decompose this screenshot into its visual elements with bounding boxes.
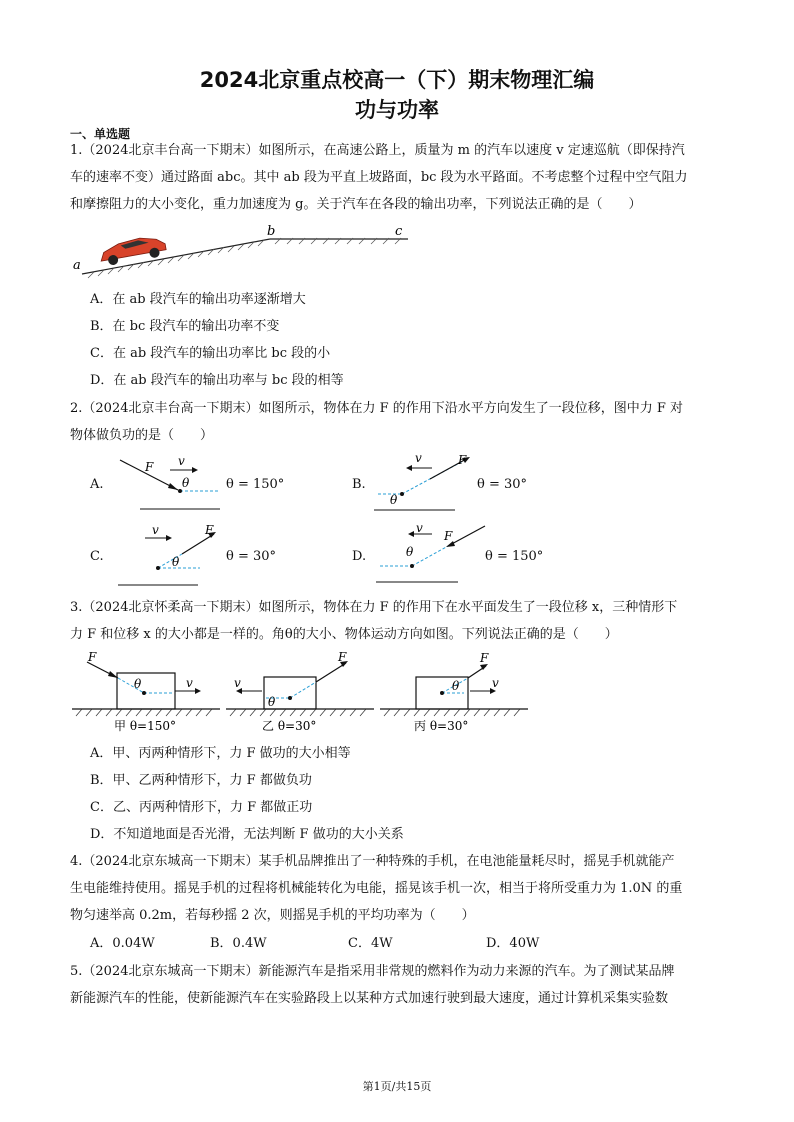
q3-fig-jia [72, 648, 222, 736]
q2-text-line: 2.（2024北京丰台高一下期末）如图所示，物体在力 F 的作用下沿水平方向发生了一段位移，图中力 F 对 [70, 401, 684, 416]
q2-fig-c-value: θ = 30° [226, 549, 277, 564]
q2-fig-b-letter: B. [352, 477, 366, 492]
q2-fig-b [370, 452, 480, 514]
q2-fig-b-value: θ = 30° [477, 477, 528, 492]
velocity-label: v [234, 676, 241, 690]
fig-caption: 乙 θ=30° [262, 719, 317, 733]
angle-label: θ [182, 476, 190, 490]
q1-option-b: B．在 bc 段汽车的输出功率不变 [90, 319, 280, 334]
velocity-label: v [416, 522, 423, 535]
fig-caption: 甲 θ=150° [114, 719, 176, 733]
q4-text-line: 4.（2024北京东城高一下期末）某手机品牌推出了一种特殊的手机，在电池能量耗尽时，摇晃手机就能产 [70, 854, 675, 869]
q1-option-c: C．在 ab 段汽车的输出功率比 bc 段的小 [90, 346, 331, 361]
q3-fig-yi [226, 648, 376, 736]
force-label: F [480, 651, 489, 665]
force-label: F [444, 529, 453, 543]
q3-fig-bing [380, 648, 530, 736]
car-icon [98, 234, 167, 267]
force-label: F [458, 453, 467, 467]
q4-text-line: 生电能维持使用。摇晃手机的过程将机械能转化为电能，摇晃该手机一次，相当于将所受重力为 1.0N 的重 [70, 881, 683, 896]
force-label: F [145, 460, 154, 474]
angle-label: θ [268, 695, 276, 709]
q3-option-c: C．乙、丙两种情形下，力 F 都做正功 [90, 800, 313, 815]
q2-fig-a-letter: A. [90, 477, 104, 492]
q4-option-c: C．4W [348, 936, 393, 951]
page-title: 2024北京重点校高一（下）期末物理汇编 [199, 68, 595, 92]
q2-fig-a-value: θ = 150° [226, 477, 285, 492]
label-a: a [73, 258, 81, 273]
angle-label: θ [172, 555, 180, 569]
q1-text-line: 1.（2024北京丰台高一下期末）如图所示，在高速公路上，质量为 m 的汽车以速度 v 定速巡航（即保持汽 [70, 143, 685, 158]
force-label: F [338, 650, 347, 664]
q1-text-line: 和摩擦阻力的大小变化，重力加速度为 g。关于汽车在各段的输出功率，下列说法正确的是（ ） [70, 197, 642, 212]
q3-text-line: 力 F 和位移 x 的大小都是一样的。角θ的大小、物体运动方向如图。下列说法正确的是（ ） [70, 627, 618, 642]
q1-option-d: D．在 ab 段汽车的输出功率与 bc 段的相等 [90, 373, 344, 388]
velocity-label: v [186, 676, 193, 690]
q5-text-line: 5.（2024北京东城高一下期末）新能源汽车是指采用非常规的燃料作为动力来源的汽车。为了测试某品牌 [70, 964, 675, 979]
q4-option-d: D．40W [486, 936, 540, 951]
q4-option-b: B．0.4W [210, 936, 267, 951]
label-b: b [267, 224, 276, 239]
q2-fig-d-letter: D. [352, 549, 367, 564]
angle-label: θ [452, 679, 460, 693]
q2-text-line: 物体做负功的是（ ） [70, 428, 214, 443]
q2-fig-d [370, 522, 490, 588]
q2-fig-c-letter: C. [90, 549, 104, 564]
q1-text-line: 车的速率不变）通过路面 abc。其中 ab 段为平直上坡路面，bc 段为水平路面。不考虑整个过程中空气阻力 [70, 170, 688, 185]
velocity-label: v [152, 523, 159, 537]
force-label: F [205, 523, 214, 537]
label-c: c [395, 224, 403, 239]
force-label: F [88, 650, 97, 664]
velocity-label: v [415, 452, 422, 465]
q2-fig-c [110, 522, 220, 588]
page-subtitle: 功与功率 [355, 98, 439, 122]
q3-option-d: D．不知道地面是否光滑，无法判断 F 做功的大小关系 [90, 827, 404, 842]
q4-text-line: 物匀速举高 0.2m，若每秒摇 2 次，则摇晃手机的平均功率为（ ） [70, 908, 475, 923]
q1-road-figure [70, 222, 415, 280]
angle-label: θ [134, 677, 142, 691]
fig-caption: 丙 θ=30° [414, 719, 469, 733]
velocity-label: v [178, 455, 185, 468]
q4-option-a: A．0.04W [90, 936, 155, 951]
q2-fig-d-value: θ = 150° [485, 549, 544, 564]
page-footer: 第1页/共15页 [362, 1080, 432, 1093]
velocity-label: v [492, 676, 499, 690]
q5-text-line: 新能源汽车的性能，使新能源汽车在实验路段上以某种方式加速行驶到最大速度，通过计算机采集实验数 [70, 991, 669, 1006]
angle-label: θ [390, 493, 398, 507]
q3-option-a: A．甲、丙两种情形下，力 F 做功的大小相等 [90, 746, 351, 761]
q1-option-a: A．在 ab 段汽车的输出功率逐渐增大 [90, 292, 306, 307]
q3-text-line: 3.（2024北京怀柔高一下期末）如图所示，物体在力 F 的作用下在水平面发生了一段位移 x，三种情形下 [70, 600, 678, 615]
angle-label: θ [406, 545, 414, 559]
q3-option-b: B．甲、乙两种情形下，力 F 都做负功 [90, 773, 312, 788]
q2-fig-a [110, 455, 230, 515]
section-heading: 一、单选题 [70, 127, 131, 141]
